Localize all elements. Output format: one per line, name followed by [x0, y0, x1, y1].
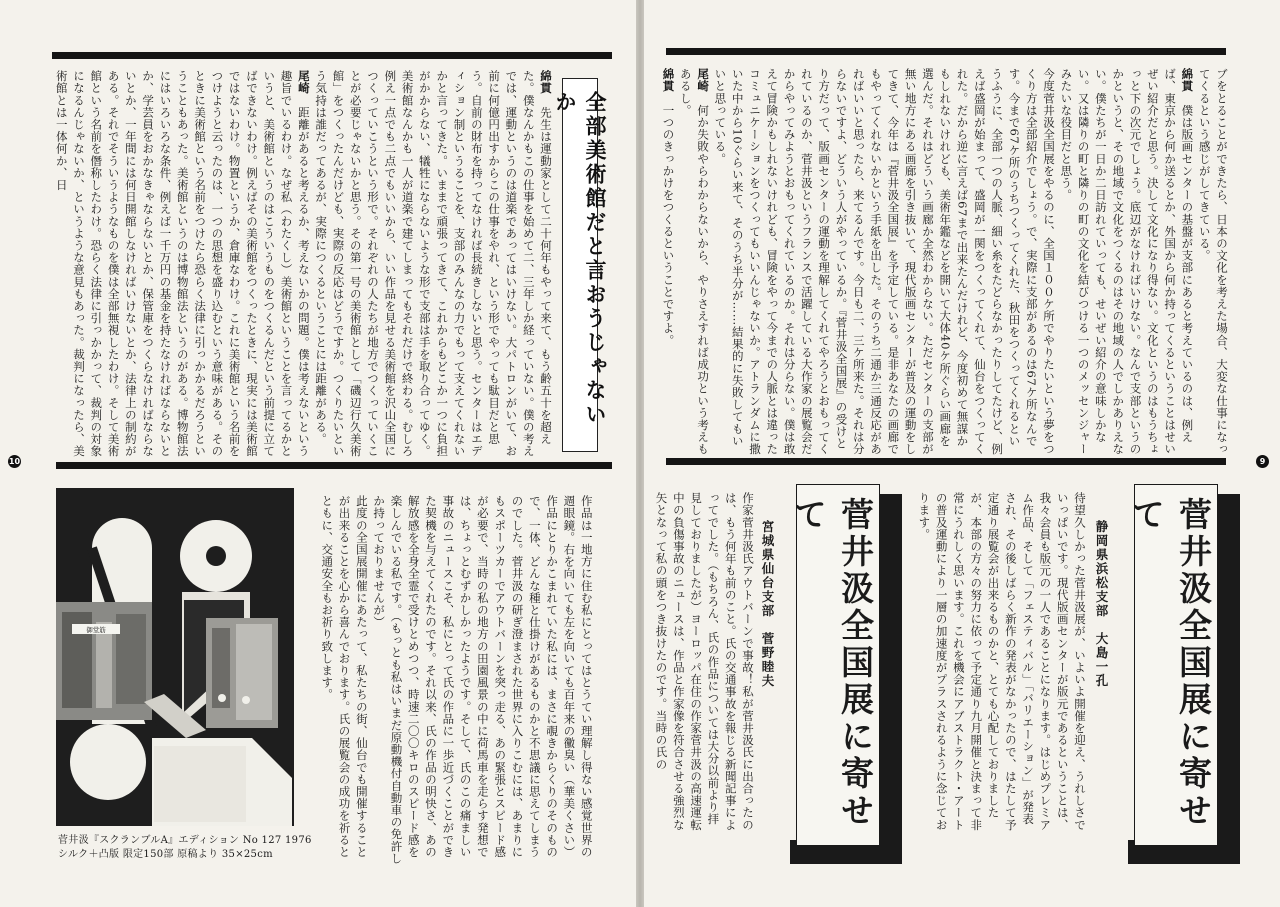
conversation-turn [711, 68, 1195, 458]
middle-rule [56, 462, 612, 469]
section-heading-box [553, 78, 607, 452]
turn-text: 何か失敗やらわからないから、やりさえすれば成功という考えもあるし。 [678, 68, 711, 456]
turn-text: 一つのきっかけをつくるということですよ。 [661, 104, 676, 347]
page-number: 10 [8, 457, 21, 466]
article2-byline: 宮城県仙台支部 菅野睦夫 [760, 520, 775, 688]
turn-text: 距離があると考えるか、考えないかの問題。僕は考えないという趣旨でいるわけ。なぜ私（わたくし）美術館ということを言ってるかというと、美術館というのはこういうものをつくるんだという前提に立てばできないわけ。例えばその美術館をつくったときに、現実には美術館ではないわけ。物置というか、倉庫なわけ。これに美術館という名前をつけようと云ったのは、一つの思想を盛り込むという意味がある。そのときに美術館という名前をつけたら恐らく法律に引っかかるだろうということもあった。美術館というのは博物館法というのがある。博物館法にはいろいろな条件、例えば一千万円の基金を持たなければならないとか、学芸員をおかなきゃならないとか、保管庫をつくらなければならないとか、一年間には何日開館しなければいけないとか、法律上の制約がある。それでそういうようなものを僕は全部無視したわけ。そして美術館という名前を僭称したわけ。恐らく法律に引っかかって、裁判の対象になるんじゃないか、というような意見もあった。裁判になったら、美術館とは一体何か、日 [54, 70, 311, 458]
top-rule [666, 48, 1226, 55]
conversation-turn [677, 68, 712, 458]
conversation-text [54, 70, 554, 460]
conversation-turn [52, 70, 311, 460]
speaker-name: 尾崎 [696, 68, 711, 93]
article1-text: 待望久しかった菅井汲展が、いよいよ開催を迎え、うれしさでいっぱいです。現代版画センターが版元であるということは、我々会員も版元の一人であることになります。はじめプレミアム作品、そして「フェスティバル」「バリエーション」が発表され、その後しばらく新作の発表がなかったので、はたして予定通り展覧会が出来るものかと、とても心配しておりましたが、本部の方々の努力に依って予定通り九月開催と決まって非常にうれしく思います。これを機会にアブストラクト・アートの普及運動により一層の加速度がプラスされるように念じております。 [917, 492, 1087, 831]
spine-gutter [636, 0, 644, 907]
left-page [0, 0, 636, 907]
turn-text: 先生は運動家として二十何年もやって来て、もう齢五十を超えた。僕なんかもこの仕事を始めて二、三年しか経っていない。僕の考えでは、運動というのは道楽であってはいけない。大パトロンがいて、お前に何億円出すからこの仕事をやれ、という形でやっても駄目だと思う。自前の財布を持ってなければ長続きしないと思う。センターはエディション制というることを、支部のみんなの力でもって支えてくれないかと言ってきた。いままで頑張ってきて、これからもどこか一つに負担がかからない、犠牲にならないような形で支部は手を取り合ってゆく。美術館なんかも一人が道楽で建てしまってもそれだけで終わる。むしろ例え一点でも二点でもいいから、いい作品を見せる美術館を沢山全国につくっていこうという形で。それぞれの人たちが地方でつくっていくことが必要じゃないかと思う。その第一号の美術館として「磯辺行久美術館」をつくったんだけども、実際の反応はどうですか。つくりたいという気持は誰だってあるが、実際につくるということには距離がある。 [314, 70, 553, 458]
caption-line-2: シルク＋凸版 限定150部 原稿より 35×25cm [58, 849, 273, 860]
article2-body [654, 492, 756, 832]
conversation-continuation: ブをとることができたら、日本の文化を考えた場合、大変な仕事になってくるという感じがしてきている。 [1197, 68, 1229, 456]
middle-rule [666, 458, 1226, 465]
speaker-name: 尾崎 [296, 70, 311, 95]
article1-title-box [1120, 484, 1244, 864]
artwork-sign: 御堂筋 [86, 626, 106, 634]
speaker-name: 綿貫 [1180, 68, 1195, 93]
conversation-turn [312, 70, 554, 460]
essay-text [320, 495, 612, 865]
article1-title: 菅井汲全国展に寄せて [1127, 497, 1213, 830]
conversation-turn [659, 68, 676, 458]
artwork-image [56, 488, 294, 826]
article2-title-box [782, 484, 906, 864]
article2-text: 作家菅井汲氏アウトバーンで事故！私が菅井汲氏に出合ったのは、もう何年も前のこと。氏の交通事故を報じる新聞記事によってでした。（もちろん、氏の作品については大分以前より拝見しておりましたが）ヨーロッパ在住の作家菅井汲の高速運転中の負傷事故のニュースは、作品と作家像を符合させる強烈な矢となって私の頭をつき抜けたのです。当時の氏の [654, 492, 755, 831]
article1-byline: 静岡県浜松支部 大島一孔 [1094, 520, 1109, 688]
page-number: 9 [1256, 455, 1269, 468]
artwork-caption [58, 834, 338, 862]
turn-text: 僕は版画センターの基盤が支部にあると考えているのは、例えば、東京から何か送るとか、外国から何か持ってくるということはせいぜい紹介だと思う。決して文化になり得ない。文化というのはもうちょっと下の次元でしょう。底辺がなければいけない。なんで支部というのかというと、その地域で文化をつくるのはその地域の人でしかありえない。僕たちが一日か二日訪れていっても、せいぜい紹介の意味しかない。又は隣りの町と隣りの町の文化を結びつける一つのメッセンジャーみたいな役目だと思う。 今度菅井汲全国展をやるのに、全国１００ケ所でやりたいという夢をつくり方は全部紹介でしょう。で、実際に支部があるのは67ケ所なんです。今まで67ケ所のうちつくってくれた、秋田をつくってくれるというふうに、全部一つの人脈、細い糸をたどらなかったりしてたけど、例えば盛岡が始まって、盛岡が一関をつくってくれて、仙台をつくってくれた。だから逆に言えば67まで出来たんだけれど、今度初めて無謀かもしれないけれども、美術年鑑などを開いて大体40ケ所ぐらい画廊を選んだ。それはどういう画廊か全然わからない。ただセンターの支部が無い地方にある画廊を引き抜いて、現代版画センターが普及の運動をしてきて、今年は『菅井汲全国展』を予定している。是非あなたの画廊でもやってくれないかという手紙を出した。そのうち二通か三通反応があればいいと思ったら、来てるんです。今日も二、三ケ所来た。それは分らないですよ、どういう人がやっているか。『菅井汲全国展』の受けとり方だって、版画センターの運動を理解してくれてやろうとおもってくれているのか、菅井汲というフランスで活躍している大作家の展覧会だからやってみようとおもってくれているのか。それは分らない。僕は敢えて冒険かもしれないけれども、冒険をやって今までの人脈とは違ったコミュニケーションをつくってもいいんじゃないか。アトランダムに撒いた中から10ぐらい来て、そのうち半分が……結果的に失敗してもいいと思っている。 [713, 68, 1195, 456]
caption-line-1: 菅井汲『スクランブルA』エディション No 127 1976 [58, 835, 312, 846]
speaker-name: 綿貫 [661, 68, 676, 93]
essay-body: 作品は一地方に住む私にとってはとうてい理解し得ない感覚世界の週眼鏡。右を向いても左を向いても百年来の黴臭い（華美くさい）作品にとりかこまれていた私には、まさに覗きからくりのそのもので、一体、どんな種と仕掛けがあるものかと不思議に思えてしまうのでした。菅井汲の研ぎ澄まされた世界に入りこむには、あまりにもスポーツカーでアウトバーンを突っ走る、あの緊張とスピード感が必要で、当時の私の地方の田園風景の中に荷馬車を走らす発想では、ちょっとむずかしかったようです。そして、氏のこの痛ましい事故のニュースこそ、私にとって氏の作品に一歩近づくことができた契機を与えてくれたのです。それ以来、氏の作品の明快さ、あの解放感を全身全霊で受けとめつつ、時速二〇〇キロのスピード感を楽しんでいる私です。（もっとも私はいまだ原動機付自動車の免許しか持っておりませんが） 此度の全国展開催にあたって、私たちの街、仙台でも開催することが出来ることを心から喜んでおります。氏の展覧会の成功を祈るとともに、交通安全もお祈り致します。 [320, 495, 594, 865]
top-rule [52, 52, 612, 59]
scramble-a-print [56, 488, 294, 826]
right-page [644, 0, 1280, 907]
conversation-continued-text [661, 68, 1230, 458]
section-heading: 全部美術館だと言おうじゃないか [553, 91, 607, 427]
article1-body [917, 492, 1088, 832]
speaker-name: 綿貫 [539, 70, 553, 95]
article2-title: 菅井汲全国展に寄せて [789, 497, 875, 830]
